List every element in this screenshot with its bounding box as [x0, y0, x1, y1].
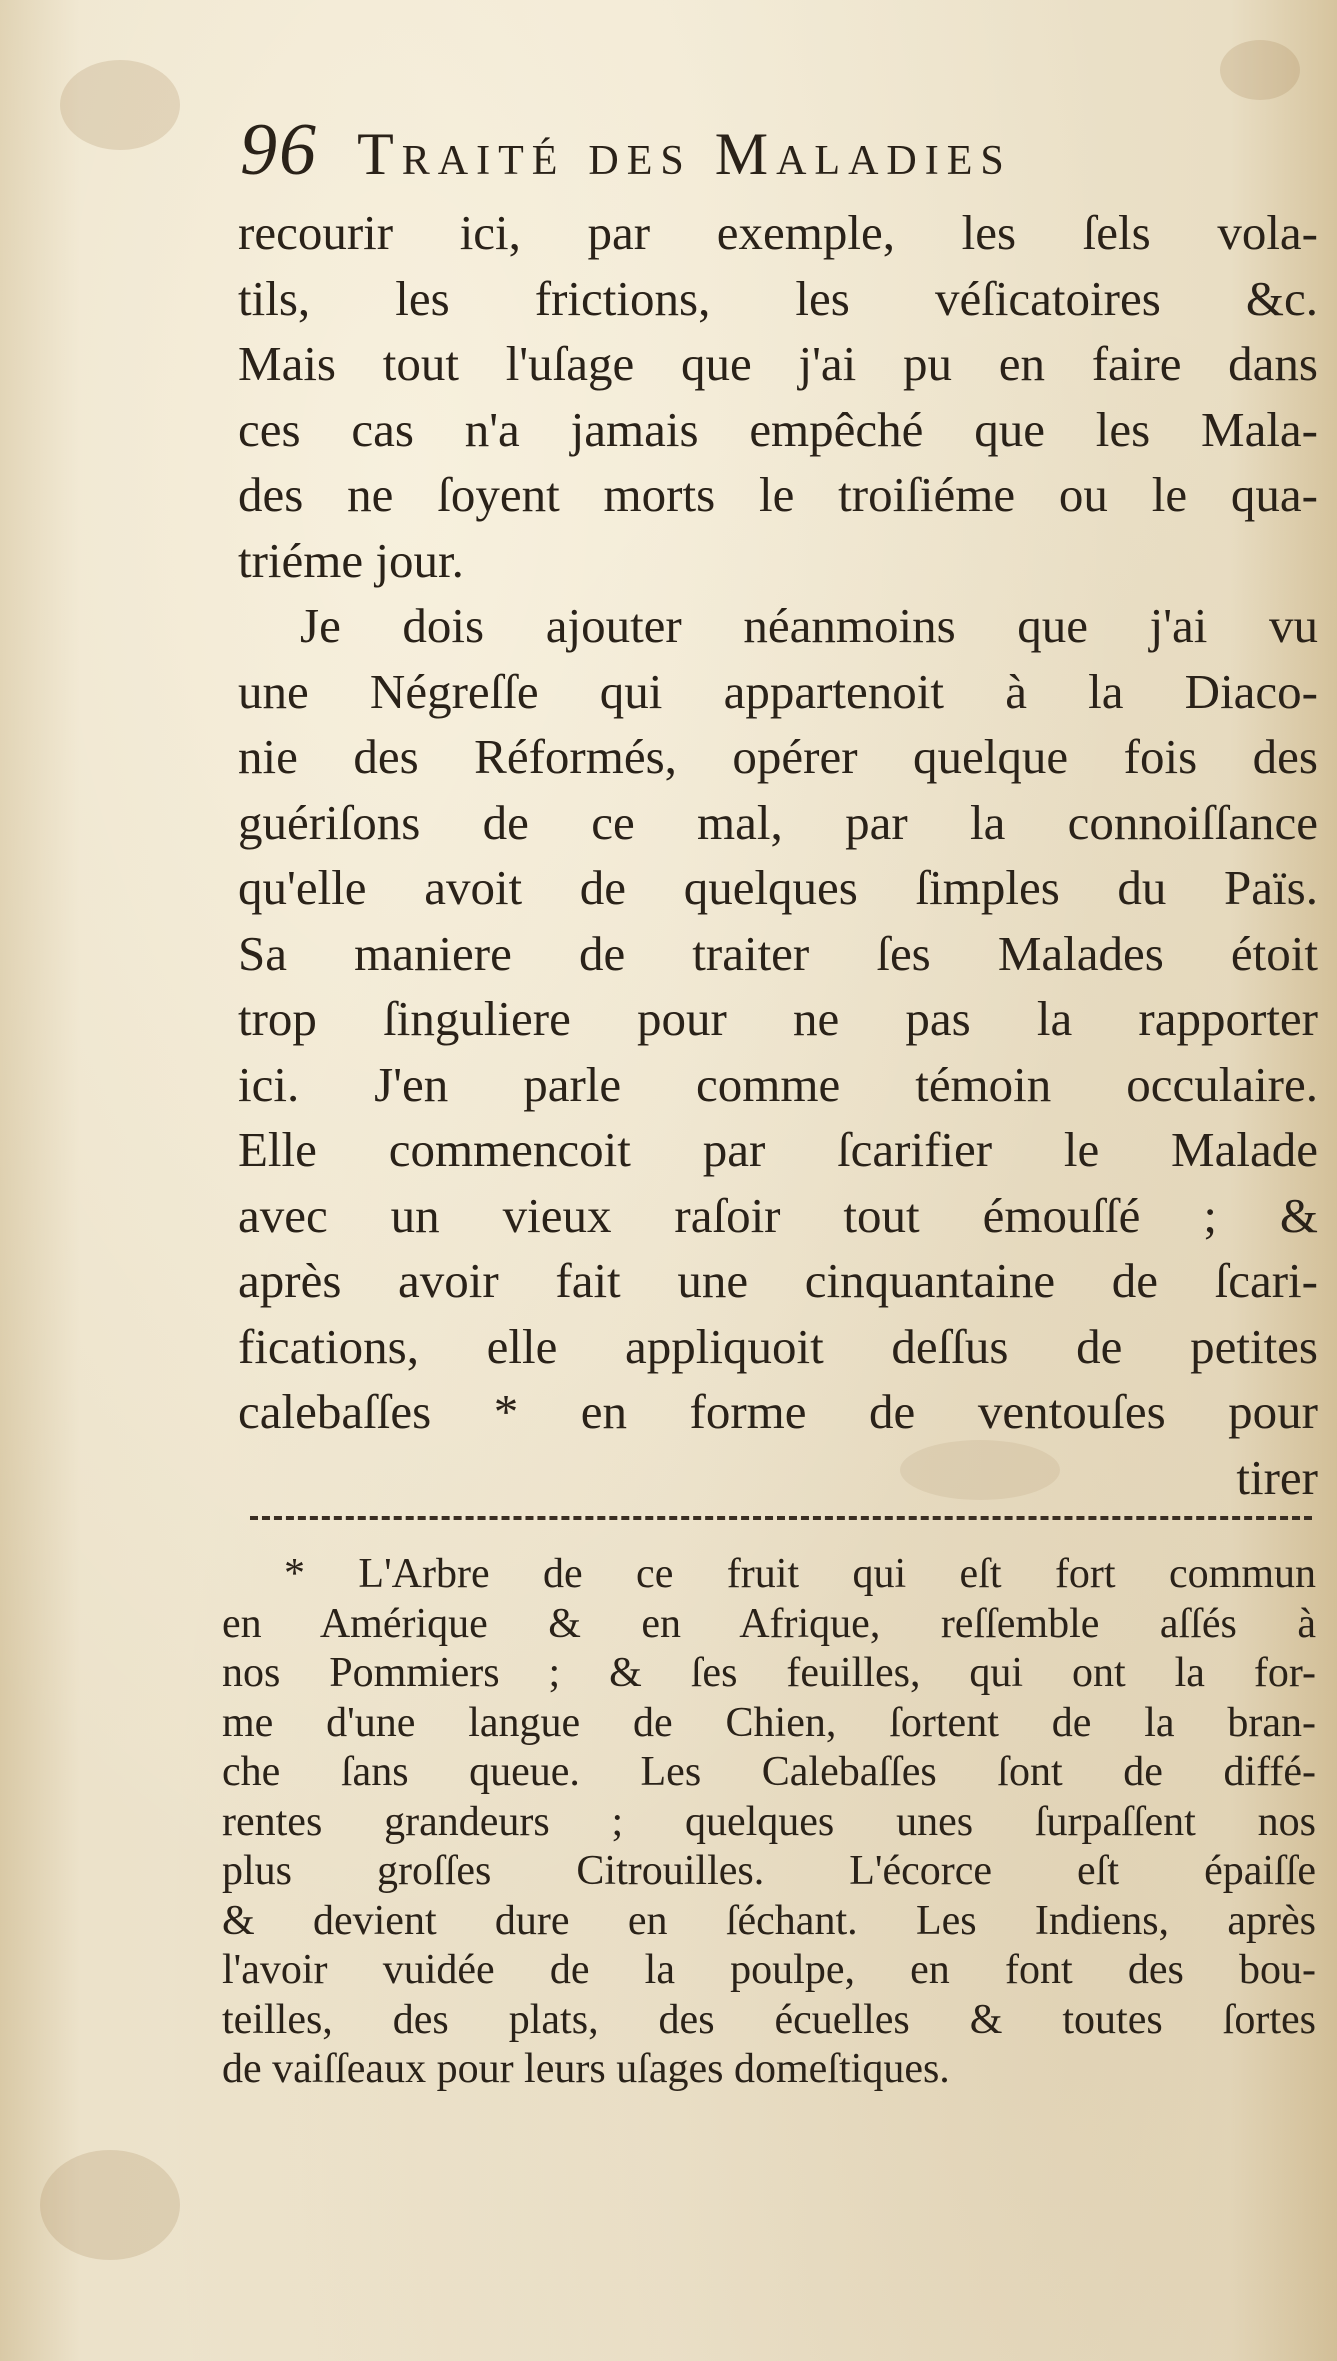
text-line: guériſons de ce mal, par la connoiſſance — [238, 794, 1318, 850]
text-line: des ne ſoyent morts le troiſiéme ou le qua- — [238, 467, 1318, 522]
text-line: une Négreſſe qui appartenoit à la Diaco- — [238, 663, 1318, 719]
footnote-line: & devient dure en ſéchant. Les Indiens, après — [222, 1897, 1316, 1944]
text-line: après avoir fait une cinquantaine de ſcari- — [238, 1253, 1318, 1308]
paper-stain — [1220, 40, 1300, 100]
footnote-line: en Amérique & en Afrique, reſſemble aſſés à — [222, 1600, 1316, 1647]
running-head: Traité des Maladies — [357, 121, 1012, 187]
catchword: tirer — [1236, 1449, 1318, 1505]
text-line: Sa maniere de traiter ſes Malades étoit — [238, 925, 1318, 981]
text-line: triéme jour. — [238, 532, 464, 588]
page-number: 96 — [240, 109, 318, 191]
footnote-line: de vaiſſeaux pour leurs uſages domeſtiques. — [222, 2046, 950, 2092]
text-line: Mais tout l'uſage que j'ai pu en faire dans — [238, 336, 1318, 391]
text-line: recourir ici, par exemple, les ſels vola- — [238, 205, 1318, 260]
footnote-line: me d'une langue de Chien, ſortent de la bran- — [222, 1699, 1316, 1746]
footnote-line: nos Pommiers ; & ſes feuilles, qui ont la for- — [222, 1650, 1316, 1696]
footnote-line: rentes grandeurs ; quelques unes ſurpaſſent nos — [222, 1798, 1316, 1845]
text-line: Elle commencoit par ſcarifier le Malade — [238, 1122, 1318, 1177]
text-line: Je dois ajouter néanmoins que j'ai vu — [300, 598, 1318, 653]
footnote — [222, 1550, 1316, 2095]
text-line: nie des Réformés, opérer quelque fois des — [238, 729, 1318, 784]
text-line: ces cas n'a jamais empêché que les Mala- — [238, 401, 1318, 457]
text-line: trop ſinguliere pour ne pas la rapporter — [238, 991, 1318, 1046]
footnote-line: plus groſſes Citrouilles. L'écorce eſt épaiſſe — [222, 1848, 1316, 1894]
text-line: calebaſſes * en forme de ventouſes pour — [238, 1384, 1318, 1439]
footnote-line: che ſans queue. Les Calebaſſes ſont de diffé- — [222, 1749, 1316, 1795]
text-line: avec un vieux raſoir tout émouſſé ; & — [238, 1187, 1318, 1243]
footnote-separator — [250, 1516, 1312, 1520]
text-line: tils, les frictions, les véſicatoires &c. — [238, 270, 1318, 326]
footnote-line: * L'Arbre de ce fruit qui eſt fort commun — [284, 1551, 1316, 1597]
paper-stain — [40, 2150, 180, 2260]
text-line: qu'elle avoit de quelques ſimples du Païs. — [238, 860, 1318, 915]
text-line: ici. J'en parle comme témoin occulaire. — [238, 1056, 1318, 1112]
footnote-line: l'avoir vuidée de la poulpe, en font des bou- — [222, 1947, 1316, 1993]
main-text — [238, 200, 1318, 1510]
footnote-line: teilles, des plats, des écuelles & toutes ſortes — [222, 1996, 1316, 2043]
text-line: fications, elle appliquoit deſſus de petites — [238, 1318, 1318, 1374]
paper-stain — [60, 60, 180, 150]
